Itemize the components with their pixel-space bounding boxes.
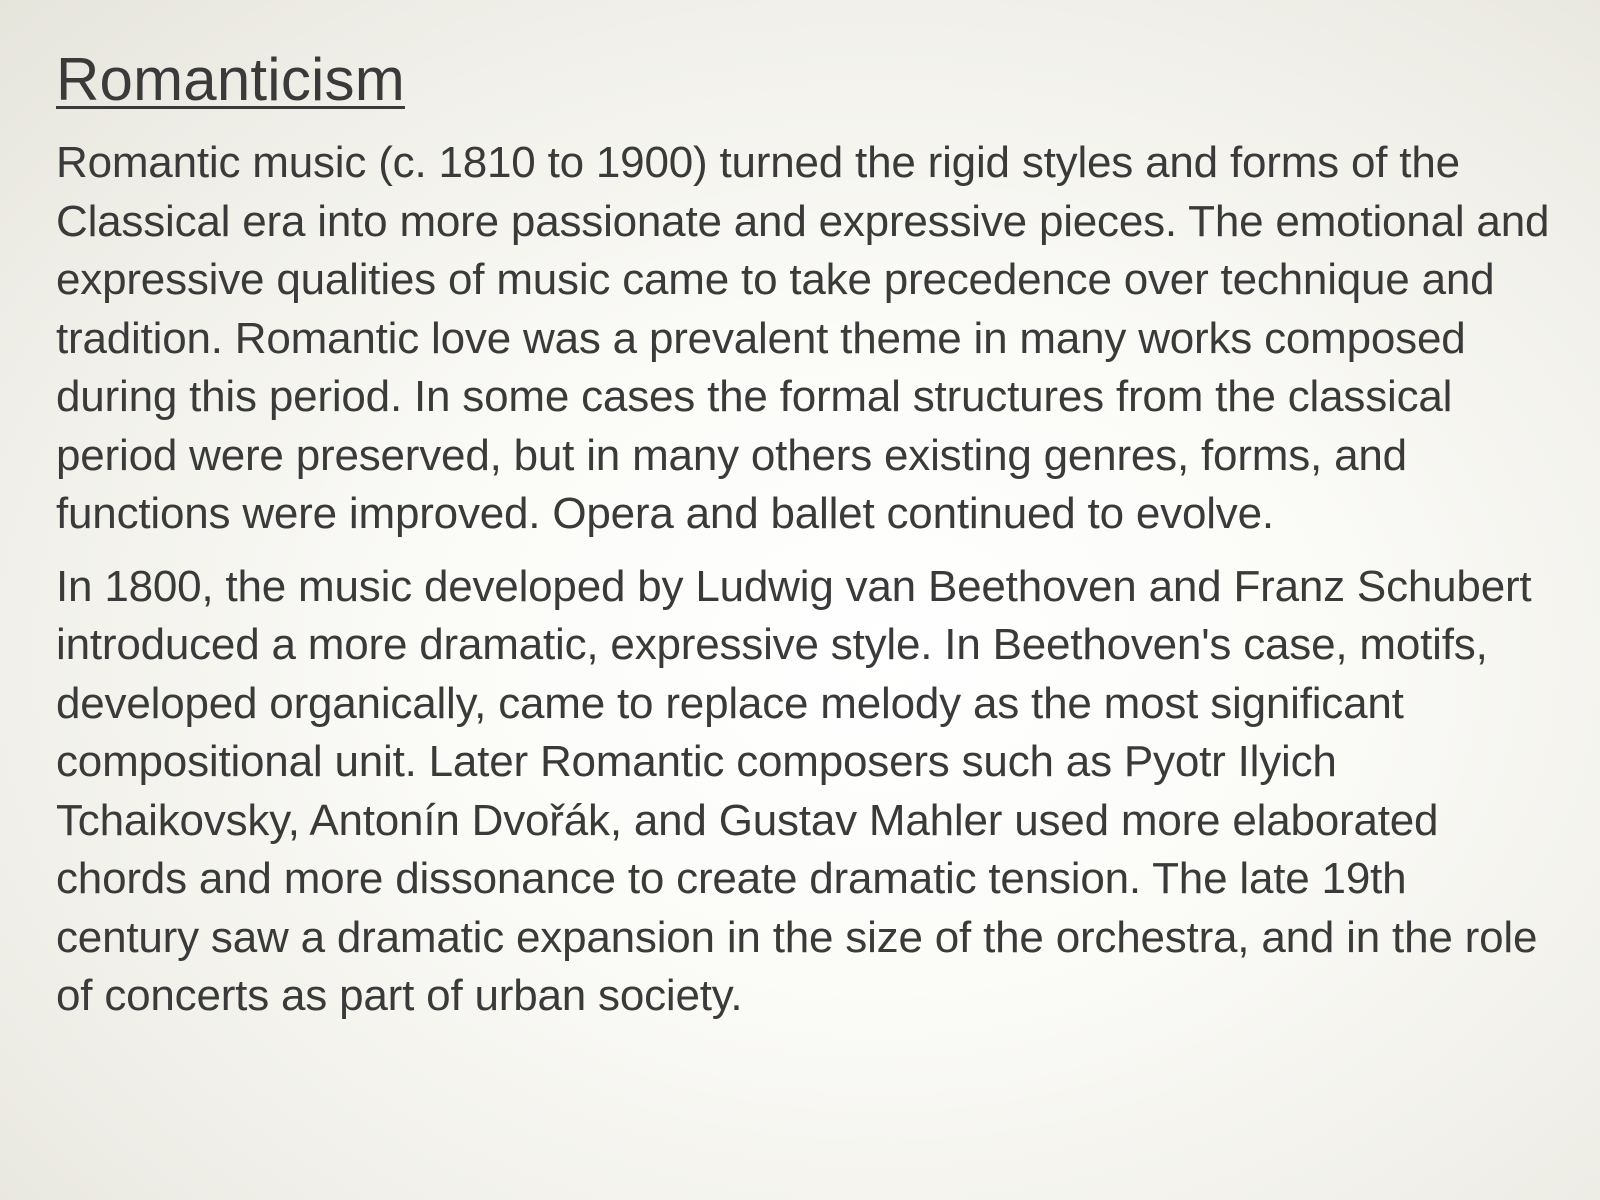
paragraph-beethoven-schubert: In 1800, the music developed by Ludwig van Beethoven and Franz Schubert introduced a more dramatic, expressive style. In Beethoven's case, motifs, developed organically, came to replace melody as the most significant compositional unit. Later Romantic composers such as Pyotr Ilyich Tchaikovsky, Antonín Dvořák, and Gustav Mahler used more elaborated chords and more dissonance to create dramatic tension. The late 19th century saw a dramatic expansion in the size of the orchestra, and in the role of concerts as part of urban society. (56, 561, 1538, 1020)
slide-body (56, 134, 1560, 1026)
paragraph-romantic-music: Romantic music (c. 1810 to 1900) turned the rigid styles and forms of the Classical era into more passionate and expressive pieces. The emotional and expressive qualities of music came to take precedence over technique and tradition. Romantic love was a prevalent theme in many works composed during this period. In some cases the formal structures from the classical period were preserved, but in many others existing genres, forms, and functions were improved. Opera and ballet continued to evolve. (56, 138, 1550, 538)
slide-title: Romanticism (56, 46, 405, 113)
